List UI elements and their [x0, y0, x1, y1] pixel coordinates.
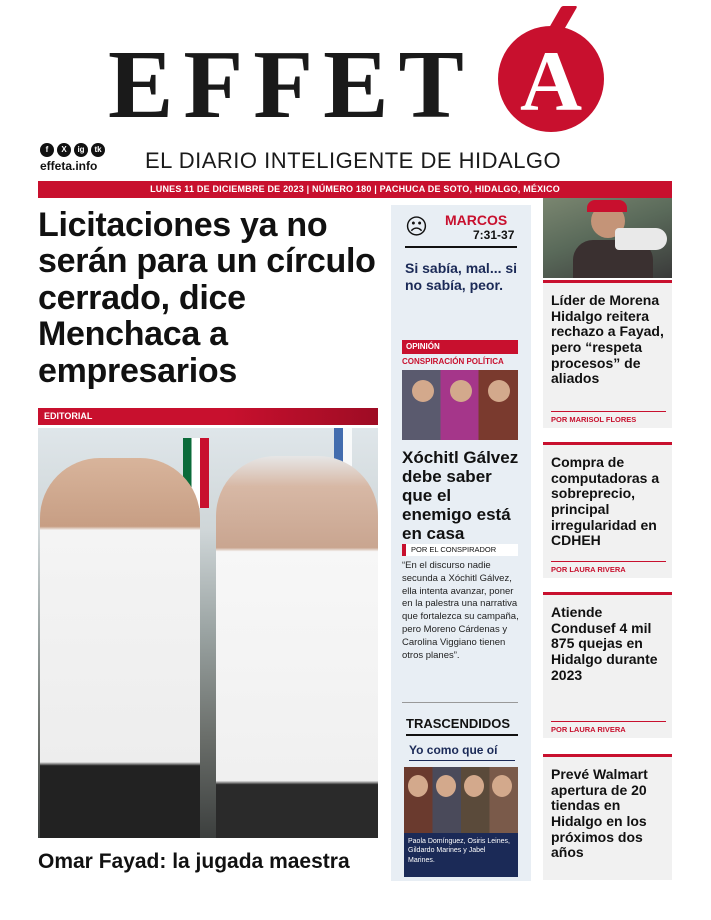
right-photo[interactable] — [543, 198, 672, 278]
site-url[interactable]: effeta.info — [40, 159, 98, 173]
facebook-icon[interactable]: f — [40, 143, 54, 157]
column-name: CONSPIRACIÓN POLÍTICA — [402, 357, 504, 366]
divider — [402, 702, 518, 703]
story-byline: POR LAURA RIVERA — [551, 561, 666, 574]
divider — [406, 734, 518, 736]
yo-como-title[interactable]: Yo como que oí — [409, 743, 498, 757]
story-headline[interactable]: Prevé Walmart apertura de 20 tiendas en Hidalgo en los próximos dos años — [551, 766, 648, 861]
trascendidos-title: TRASCENDIDOS — [406, 716, 511, 731]
instagram-icon[interactable]: ig — [74, 143, 88, 157]
face-shape — [436, 775, 456, 797]
masthead — [0, 0, 711, 180]
story-card[interactable] — [543, 754, 672, 880]
editorial-label: EDITORIAL — [38, 408, 378, 425]
story-headline[interactable]: Líder de Morena Hidalgo reitera rechazo a Fayad, pero “respeta procesos” de aliados — [551, 292, 664, 387]
tagline: EL DIARIO INTELIGENTE DE HIDALGO — [145, 148, 562, 173]
opinion-label: OPINIÓN — [402, 340, 518, 354]
story-headline[interactable]: Compra de computadoras a sobreprecio, principal irregularidad en CDHEH — [551, 454, 660, 549]
figure-left — [40, 458, 200, 838]
tiktok-icon[interactable]: tk — [91, 143, 105, 157]
cap-shape — [587, 200, 627, 212]
story-byline: POR LAURA RIVERA — [551, 721, 666, 734]
story-byline: POR MARISOL FLORES — [551, 411, 666, 424]
verse-ref: 7:31-37 — [473, 228, 515, 242]
column-photo[interactable] — [402, 370, 518, 440]
verse-book: MARCOS — [445, 212, 508, 228]
lead-headline[interactable]: Licitaciones ya no serán para un círculo cerrado, dice Menchaca a empresarios — [38, 206, 376, 390]
photo-caption[interactable]: Omar Fayad: la jugada maestra — [38, 850, 350, 873]
face-shape — [492, 775, 512, 797]
lead-photo[interactable] — [38, 428, 378, 838]
face-icon: ☹ — [405, 214, 428, 239]
x-icon[interactable]: X — [57, 143, 71, 157]
logo-circle-a: A — [498, 26, 604, 132]
story-headline[interactable]: Atiende Condusef 4 mil 875 quejas en Hidalgo durante 2023 — [551, 604, 658, 683]
face-shape — [412, 380, 434, 402]
divider — [409, 760, 515, 761]
story-card[interactable] — [543, 280, 672, 428]
column-quote: “En el discurso nadie secunda a Xóchitl Gálvez, ella intenta avanzar, poner en la palestra una narrativa que fortalezca su campaña, pero Moreno Cárdenas y Carolina Viggiano tienen otros planes”. — [402, 560, 519, 661]
megaphone-icon — [615, 228, 667, 250]
dateline-bar: LUNES 11 DE DICIEMBRE DE 2023 | NÚMERO 180 | PACHUCA DE SOTO, HIDALGO, MÉXICO — [38, 181, 672, 198]
logo-wordmark: EFFET — [108, 31, 474, 139]
story-card[interactable] — [543, 592, 672, 738]
face-shape — [464, 775, 484, 797]
face-shape — [408, 775, 428, 797]
face-shape — [488, 380, 510, 402]
column-headline[interactable]: Xóchitl Gálvez debe saber que el enemigo está en casa — [402, 448, 519, 544]
story-card[interactable] — [543, 442, 672, 578]
social-icons — [40, 143, 105, 157]
yo-como-caption: Paola Domínguez, Osiris Leines, Gildardo Marines y Jabel Marines. — [404, 833, 518, 877]
divider — [405, 246, 517, 248]
column-byline: POR EL CONSPIRADOR — [402, 544, 518, 556]
face-shape — [450, 380, 472, 402]
verse-text: Si sabía, mal... si no sabía, peor. — [405, 260, 518, 293]
figure-right — [216, 456, 378, 838]
yo-como-photo[interactable] — [404, 767, 518, 833]
